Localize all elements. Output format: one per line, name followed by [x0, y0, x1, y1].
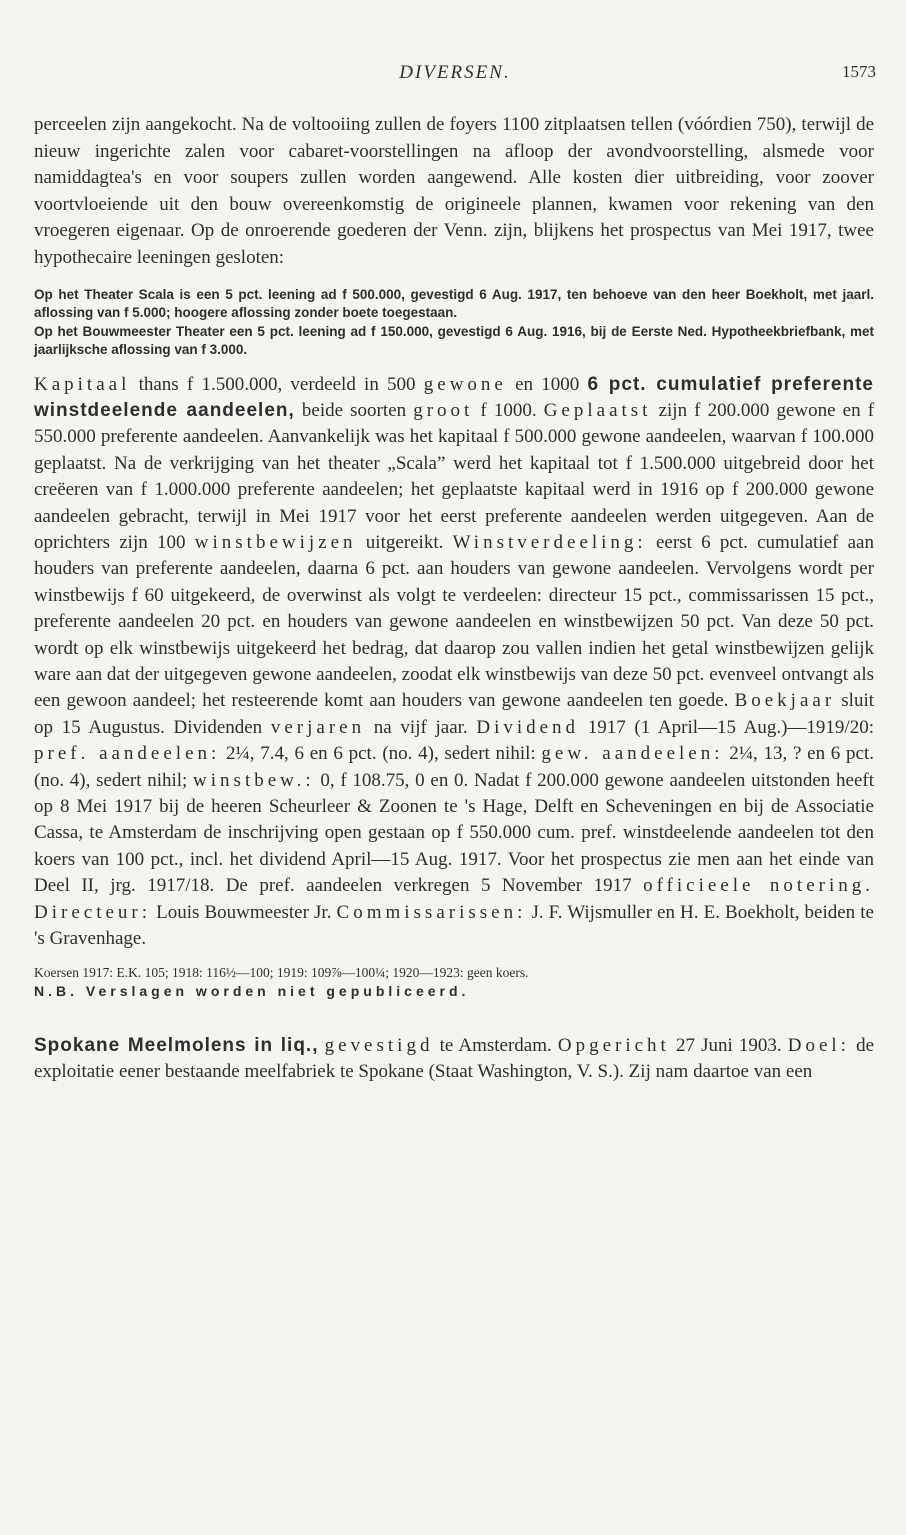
nb-note: N.B. Verslagen worden niet gepubliceerd.: [34, 982, 470, 999]
directeur-label: Directeur:: [34, 901, 152, 923]
gewone-label: gewone: [423, 373, 507, 395]
running-title: DIVERSEN.: [399, 62, 511, 83]
dividend-label: Dividend: [476, 716, 580, 738]
paragraph-spokane: Spokane Meelmolens in liq., gevestigd te Amsterdam. Opgericht 27 Juni 1903. Doel: de exploitatie eener bestaande meelfabriek te Spokane (Staat Washington, V. S.). Zij nam daartoe van een: [34, 1034, 875, 1082]
paragraph-capital: Kapitaal thans f 1.500.000, verdeeld in 500 gewone en 1000 6 pct. cumulatief preferente winstdeelende aandeelen, beide soorten groot f 1000. Geplaatst zijn f 200.000 gewone en f 550.000 preferente aandeelen. Aanvankelijk was het kapitaal f 500.000 gewone aandeelen, waarvan f 100.000 geplaatst. Na de verkrijging van het theater „Scala” werd het kapitaal tot f 1.500.000 uitgebreid door het creëeren van f 1.000.000 preferente aandeelen; het geplaatste kapitaal werd in 1916 op f 200.000 gewone aandeelen gebracht, terwijl in Mei 1917 voor het eerst preferente aandeelen werden uitgegeven. Aan de oprichters zijn 100 winstbewijzen uitgereikt. Winstverdeeling: eerst 6 pct. cumulatief aan houders van preferente aandeelen, daarna 6 pct. aan houders van gewone aandeelen. Vervolgens wordt per winstbewijs f 60 uitgekeerd, de overwinst als volgt te verdeelen: directeur 15 pct., commissarissen 15 pct., preferente aandeelen 20 pct. en houders van gewone aandeelen en winstbewijzen 50 pct. Van deze 50 pct. wordt op elk winstbewijs uitgekeerd het bedrag, dat daarop zou vallen indien het getal winstbewijzen gelijk ware aan dat der uitgegeven gewone aandeelen, zoodat elk winstbewijs van deze 50 pct. evenveel ontvangt als een gewoon aandeel; het resteerende komt aan houders van gewone aandeelen ten goede. Boekjaar sluit op 15 Augustus. Dividenden verjaren na vijf jaar. Dividend 1917 (1 April—15 Aug.)—1919/20: pref. aandeelen: 2¼, 7.4, 6 en 6 pct. (no. 4), sedert nihil: gew. aandeelen: 2¼, 13, ? en 6 pct. (no. 4), sedert nihil; winstbew.: 0, f 108.75, 0 en 0. Nadat f 200.000 gewone aandeelen uitstonden heeft op 8 Mei 1917 bij de heeren Scheurleer & Zoonen te 's Hage, Delft en Scheveningen en bij de Associatie Cassa, te Amsterdam de inschrijving open gestaan op f 550.000 cum. pref. winstdeelende aandeelen tot den koers van 100 pct., incl. het dividend April—15 Aug. 1917. Voor het prospectus zie men aan het einde van Deel II, jrg. 1917/18. De pref. aandeelen verkregen 5 November 1917 officieele notering. Directeur: Louis Bouwmeester Jr. Commissarissen: J. F. Wijsmuller en H. E. Boekholt, beiden te 's Gravenhage.: [34, 373, 875, 950]
geplaatst-label: Geplaatst: [543, 399, 652, 421]
verjaren-label: verjaren: [270, 716, 366, 738]
kapitaal-label: Kapitaal: [34, 373, 131, 395]
mortgage-scala: Op het Theater Scala is een 5 pct. leening ad f 500.000, gevestigd 6 Aug. 1917, ten behoeve van den heer Boekholt, met jaarl. aflossing van f 5.000; hoogere aflossing zonder boete toegestaan.: [34, 286, 874, 321]
page-body: [34, 112, 874, 1085]
mortgage-bouwmeester: Op het Bouwmeester Theater een 5 pct. leening ad f 150.000, gevestigd 6 Aug. 1916, bij de Eerste Ned. Hypotheekbriefbank, met jaarlijksche aflossing van f 3.000.: [34, 323, 874, 358]
officieele-notering-label: officieele notering.: [643, 875, 874, 897]
koersen-line: Koersen 1917: E.K. 105; 1918: 116½—100; 1919: 109⅞—100¼; 1920—1923: geen koers.: [34, 964, 529, 980]
gevestigd-label: gevestigd: [324, 1034, 434, 1056]
winstbewijzen-label: winstbewijzen: [194, 532, 357, 553]
winstbew-label: winstbew.:: [193, 769, 315, 791]
paragraph-intro: perceelen zijn aangekocht. Na de voltooiing zullen de foyers 1100 zitplaatsen tellen (vóórdien 750), terwijl de nieuw ingerichte zalen voor cabaret-voorstellingen na afloop der avondvoorstelling, alsmede voor namiddagtea's en voor soupers zullen worden aangewend. Alle kosten dier uitbreiding, voor zoover voortvloeiende uit den bouw overeenkomstig de origineele plannen, kwamen voor rekening van den vroegeren eigenaar. Op de onroerende goederen der Venn. zijn, blijkens het prospectus van Mei 1917, twee hypothecaire leeningen gesloten:: [34, 114, 874, 268]
groot-label: groot: [413, 399, 474, 421]
company-name: Spokane Meelmolens in liq.,: [34, 1034, 319, 1056]
opgericht-label: Opgericht: [557, 1034, 670, 1056]
page-header: [34, 62, 876, 86]
pref-aandeelen-label: pref. aandeelen:: [34, 743, 221, 765]
page-number: 1573: [842, 62, 876, 81]
boekjaar-label: Boekjaar: [734, 690, 836, 712]
preferente-label: 6 pct. cumulatief preferente winstdeelende aandeelen,: [34, 373, 875, 421]
gew-aandeelen-label: gew. aandeelen:: [541, 743, 724, 765]
winstverdeeling-label: Winstverdeeling:: [452, 532, 647, 553]
commissarissen-label: Commissarissen:: [336, 901, 527, 923]
doel-label: Doel:: [787, 1034, 850, 1056]
